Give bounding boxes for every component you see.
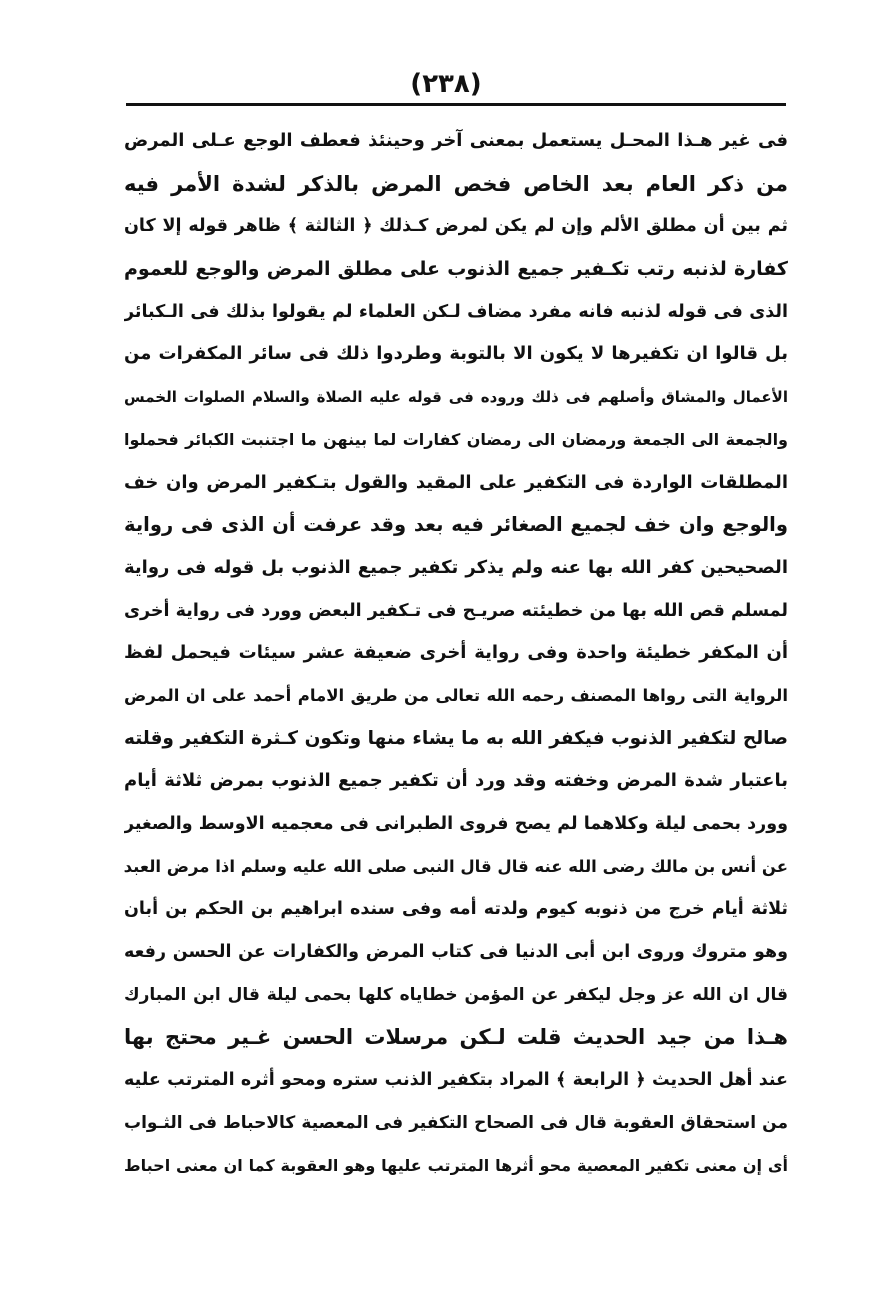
text-line: لمسلم قص الله بها من خطيئته صريـح فى تـكفير البعض وورد فى رواية أخرى bbox=[124, 600, 788, 621]
text-line: والجمعة الى الجمعة ورمضان الى رمضان كفارات لما بينهن ما اجتنبت الكبائر فحملوا bbox=[124, 429, 788, 449]
text-line: هـذا من جيد الحديث قلت لـكن مرسلات الحسن غـير محتج بها bbox=[124, 1025, 788, 1050]
text-line: الأعمال والمشاق وأصلهم فى ذلك وروده فى قوله عليه الصلاة والسلام الصلوات الخمس bbox=[124, 388, 788, 407]
text-line: الرواية التى رواها المصنف رحمه الله تعالى من طريق الامام أحمد على ان المرض bbox=[124, 685, 788, 705]
text-line: عند أهل الحديث ﴿ الرابعة ﴾ المراد بتكفير الذنب ستره ومحو أثره المترتب عليه bbox=[124, 1070, 788, 1091]
text-line: ثلاثة أيام خرج من ذنوبه كيوم ولدته أمه وفى سنده ابراهيم بن الحكم بن أبان bbox=[124, 899, 788, 920]
text-line: قال ان الله عز وجل ليكفر عن المؤمن خطاياه كلها بحمى ليلة قال ابن المبارك bbox=[124, 984, 788, 1005]
header-rule bbox=[126, 103, 786, 106]
text-line: بل قالوا ان تكفيرها لا يكون الا بالتوبة وطردوا ذلك فى سائر المكفرات من bbox=[124, 343, 788, 365]
text-line: فى غير هـذا المحـل يستعمل بمعنى آخر وحينئذ فعطف الوجع عـلى المرض bbox=[124, 130, 788, 151]
text-line: باعتبار شدة المرض وخفته وقد ورد أن تكفير جميع الذنوب بمرض ثلاثة أيام bbox=[124, 770, 788, 792]
text-line: أى إن معنى تكفير المعصية محو أثرها المترتب عليها وهو العقوبة كما ان معنى احباط bbox=[124, 1155, 788, 1175]
text-line: الذى فى قوله لذنبه فانه مفرد مضاف لـكن العلماء لم يقولوا بذلك فى الـكبائر bbox=[124, 301, 788, 322]
page-number: (٢٣٨) bbox=[410, 69, 482, 99]
text-line: من استحقاق العقوبة قال فى الصحاح التكفير فى المعصية كالاحباط فى الثـواب bbox=[124, 1112, 788, 1133]
text-line: عن أنس بن مالك رضى الله عنه قال قال النبى صلى الله عليه وسلم اذا مرض العبد bbox=[124, 856, 788, 876]
body-text bbox=[124, 120, 788, 1187]
text-line: وهو متروك وروى ابن أبى الدنيا فى كتاب المرض والكفارات عن الحسن رفعه bbox=[124, 942, 788, 963]
text-line: وورد بحمى ليلة وكلاهما لم يصح فروى الطبرانى فى معجميه الاوسط والصغير bbox=[124, 814, 788, 834]
text-line: أن المكفر خطيئة واحدة وفى رواية أخرى ضعيفة عشر سيئات فيحمل لفظ bbox=[124, 642, 788, 664]
text-line: كفارة لذنبه رتب تكـفير جميع الذنوب على مطلق المرض والوجع للعموم bbox=[124, 258, 788, 281]
text-line: من ذكر العام بعد الخاص فخص المرض بالذكر لشدة الأمر فيه bbox=[124, 171, 788, 196]
text-line: صالح لتكفير الذنوب فيكفر الله به ما يشاء منها وتكون كـثرة التكفير وقلته bbox=[124, 727, 788, 749]
text-line: المطلقات الواردة فى التكفير على المقيد والقول بتـكفير المرض وان خف bbox=[124, 471, 788, 493]
text-line: والوجع وان خف لجميع الصغائر فيه بعد وقد عرفت أن الذى فى رواية bbox=[124, 513, 788, 537]
text-line: الصحيحين كفر الله بها عنه ولم يذكر تكفير جميع الذنوب بل قوله فى رواية bbox=[124, 556, 788, 578]
text-line: ثم بين أن مطلق الألم وإن لم يكن لمرض كـذلك ﴿ الثالثة ﴾ ظاهر قوله إلا كان bbox=[124, 216, 788, 237]
